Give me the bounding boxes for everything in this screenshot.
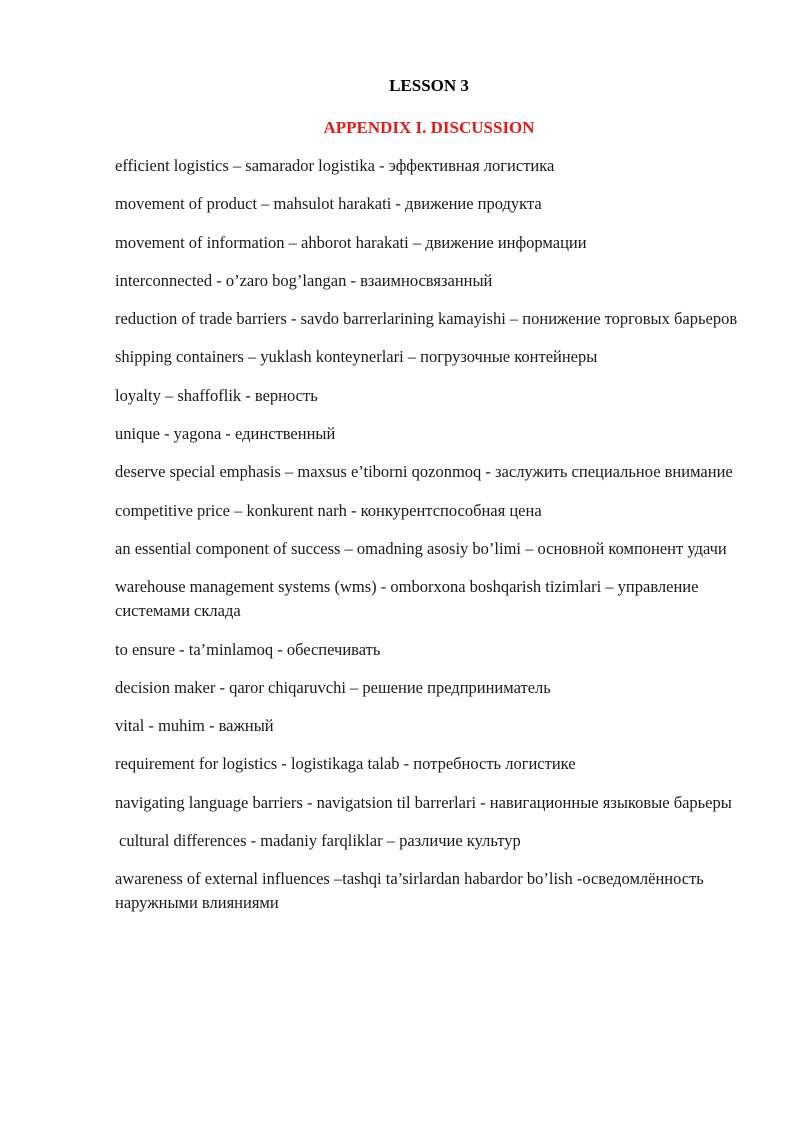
glossary-entry: to ensure - ta’minlamoq - обеспечивать xyxy=(115,639,381,659)
glossary-entry: interconnected - o’zaro bog’langan - взаимносвязанный xyxy=(115,270,493,290)
glossary-entry: reduction of trade barriers - savdo barrerlarining kamayishi – понижение торговых барьеров xyxy=(115,309,738,329)
glossary-entry: efficient logistics – samarador logistika - эффективная логистика xyxy=(115,156,555,175)
glossary-entry: an essential component of success – omadning asosiy bo’limi – основной компонент удачи xyxy=(115,538,727,558)
glossary-entry: navigating language barriers - navigatsion til barrerlari - навигационные языковые барьеры xyxy=(115,792,732,812)
glossary-entry: competitive price – konkurent narh - конкурентспособная цена xyxy=(115,500,542,520)
glossary-entry: loyalty – shaffoflik - верность xyxy=(115,385,318,405)
glossary-entry: movement of information – ahborot harakati – движение информации xyxy=(115,232,587,252)
glossary-entry: awareness of external influences –tashqi ta’sirlardan habardor bo’lish -осведомлённость наружными влияниями xyxy=(115,869,704,913)
glossary-entry: shipping containers – yuklash konteynerlari – погрузочные контейнеры xyxy=(115,347,598,367)
glossary-entry: deserve special emphasis – maxsus e’tiborni qozonmoq - заслужить специальное внимание xyxy=(115,462,733,482)
glossary-entry: movement of product – mahsulot harakati - движение продукта xyxy=(115,194,542,214)
glossary-entry: unique - yagona - единственный xyxy=(115,424,336,444)
glossary-list xyxy=(115,154,755,930)
glossary-entry: decision maker - qaror chiqaruvchi – решение предприниматель xyxy=(115,677,551,697)
appendix-title: APPENDIX I. DISCUSSION xyxy=(323,118,535,137)
glossary-entry: requirement for logistics - logistikaga talab - потребность логистике xyxy=(115,754,576,774)
glossary-entry: cultural differences - madaniy farqliklar – различие культур xyxy=(119,831,521,851)
glossary-entry: vital - muhim - важный xyxy=(115,716,274,736)
lesson-title: LESSON 3 xyxy=(389,76,469,95)
glossary-entry: warehouse management systems (wms) - omborxona boshqarish tizimlari – управление системами склада xyxy=(115,577,699,621)
